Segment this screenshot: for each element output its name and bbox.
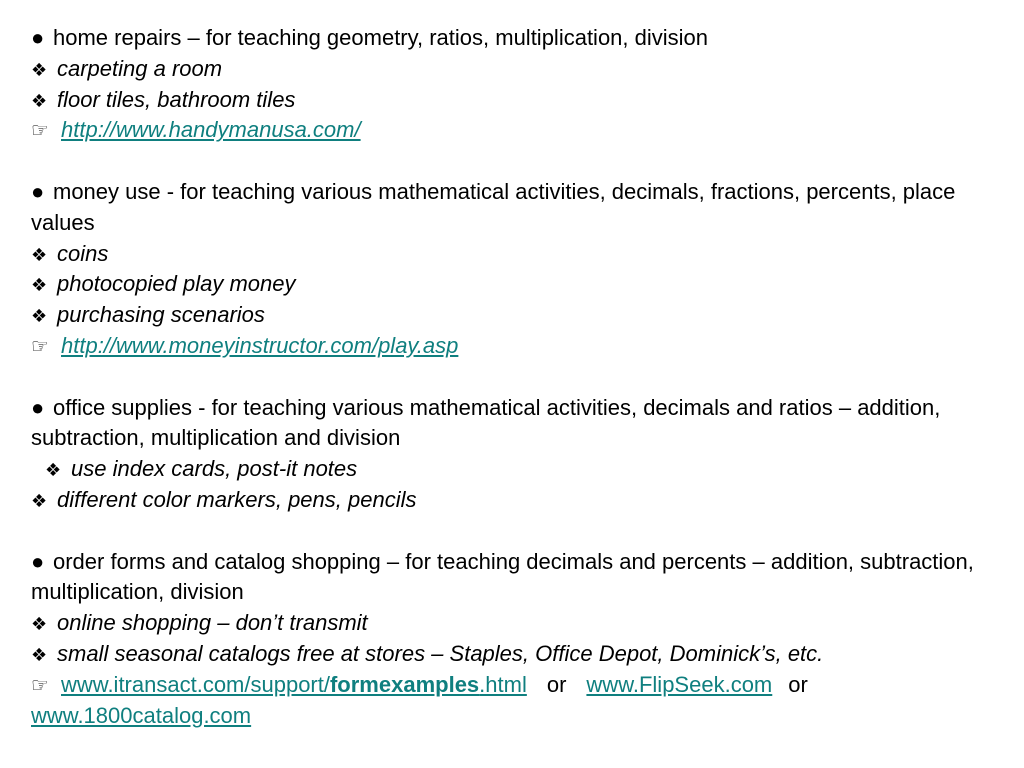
sub-item-text: purchasing scenarios <box>57 302 265 328</box>
heading-text: money use - for teaching various mathematical activities, decimals, fractions, percents, place values <box>31 178 956 235</box>
diamond-bullet-icon: ❖ <box>31 59 48 80</box>
bullet-icon: ● <box>31 548 45 574</box>
or-separator: or <box>546 671 567 697</box>
spacer <box>31 146 1011 177</box>
flipseek-link[interactable]: www.FlipSeek.com <box>586 671 773 697</box>
diamond-bullet-icon: ❖ <box>31 90 48 111</box>
sub-item-text: coins <box>57 240 109 266</box>
bullet-icon: ● <box>31 178 45 204</box>
slide-content <box>31 23 1011 731</box>
moneyinstructor-link[interactable]: http://www.moneyinstructor.com/play.asp <box>61 332 459 358</box>
section-heading-order-forms <box>31 547 1011 609</box>
diamond-bullet-icon: ❖ <box>31 275 48 296</box>
sub-item <box>31 85 1011 116</box>
link-part: .html <box>479 671 527 697</box>
sub-item-text: carpeting a room <box>57 55 223 81</box>
itransact-link[interactable] <box>61 672 527 697</box>
heading-text: order forms and catalog shopping – for teaching decimals and percents – addition, subtraction, multiplication, division <box>31 548 974 605</box>
spacer <box>31 362 1011 393</box>
sub-item-text: floor tiles, bathroom tiles <box>57 86 296 112</box>
1800catalog-link[interactable]: www.1800catalog.com <box>31 702 252 728</box>
heading-text: office supplies - for teaching various mathematical activities, decimals and ratios – addition, subtraction, multiplication and division <box>31 394 941 451</box>
section-heading-money-use <box>31 177 1011 239</box>
pointing-hand-icon: ☞ <box>31 120 49 143</box>
pointing-hand-icon: ☞ <box>31 674 49 697</box>
link-line <box>31 670 1011 701</box>
sub-item <box>31 485 1011 516</box>
sub-item <box>31 269 1011 300</box>
sub-item <box>31 239 1011 270</box>
sub-item <box>31 608 1011 639</box>
link-line <box>31 331 1011 362</box>
sub-item-text: use index cards, post-it notes <box>71 456 358 482</box>
sub-item <box>31 300 1011 331</box>
diamond-bullet-icon: ❖ <box>31 490 48 511</box>
diamond-bullet-icon: ❖ <box>31 644 48 665</box>
or-separator: or <box>788 671 808 697</box>
sub-item <box>31 54 1011 85</box>
bullet-icon: ● <box>31 25 45 50</box>
sub-item <box>31 454 1011 485</box>
heading-text: home repairs – for teaching geometry, ratios, multiplication, division <box>53 25 709 50</box>
diamond-bullet-icon: ❖ <box>45 460 62 481</box>
pointing-hand-icon: ☞ <box>31 335 49 358</box>
section-heading-home-repairs <box>31 23 1011 54</box>
diamond-bullet-icon: ❖ <box>31 306 48 327</box>
sub-item-text: small seasonal catalogs free at stores – Staples, Office Depot, Dominick’s, etc. <box>57 640 824 666</box>
sub-item-text: online shopping – don’t transmit <box>57 610 368 636</box>
link-line <box>31 115 1011 146</box>
section-heading-office-supplies <box>31 393 1011 455</box>
sub-item-text: photocopied play money <box>57 271 296 297</box>
link-part-bold: formexamples <box>329 671 480 697</box>
spacer <box>31 516 1011 547</box>
handymanusa-link[interactable]: http://www.handymanusa.com/ <box>61 117 361 143</box>
diamond-bullet-icon: ❖ <box>31 614 48 635</box>
diamond-bullet-icon: ❖ <box>31 244 48 265</box>
bullet-icon: ● <box>31 394 45 420</box>
link-part: www.itransact.com/support/ <box>61 671 330 697</box>
link-line <box>31 701 1011 732</box>
sub-item-text: different color markers, pens, pencils <box>57 486 417 512</box>
sub-item <box>31 639 1011 670</box>
